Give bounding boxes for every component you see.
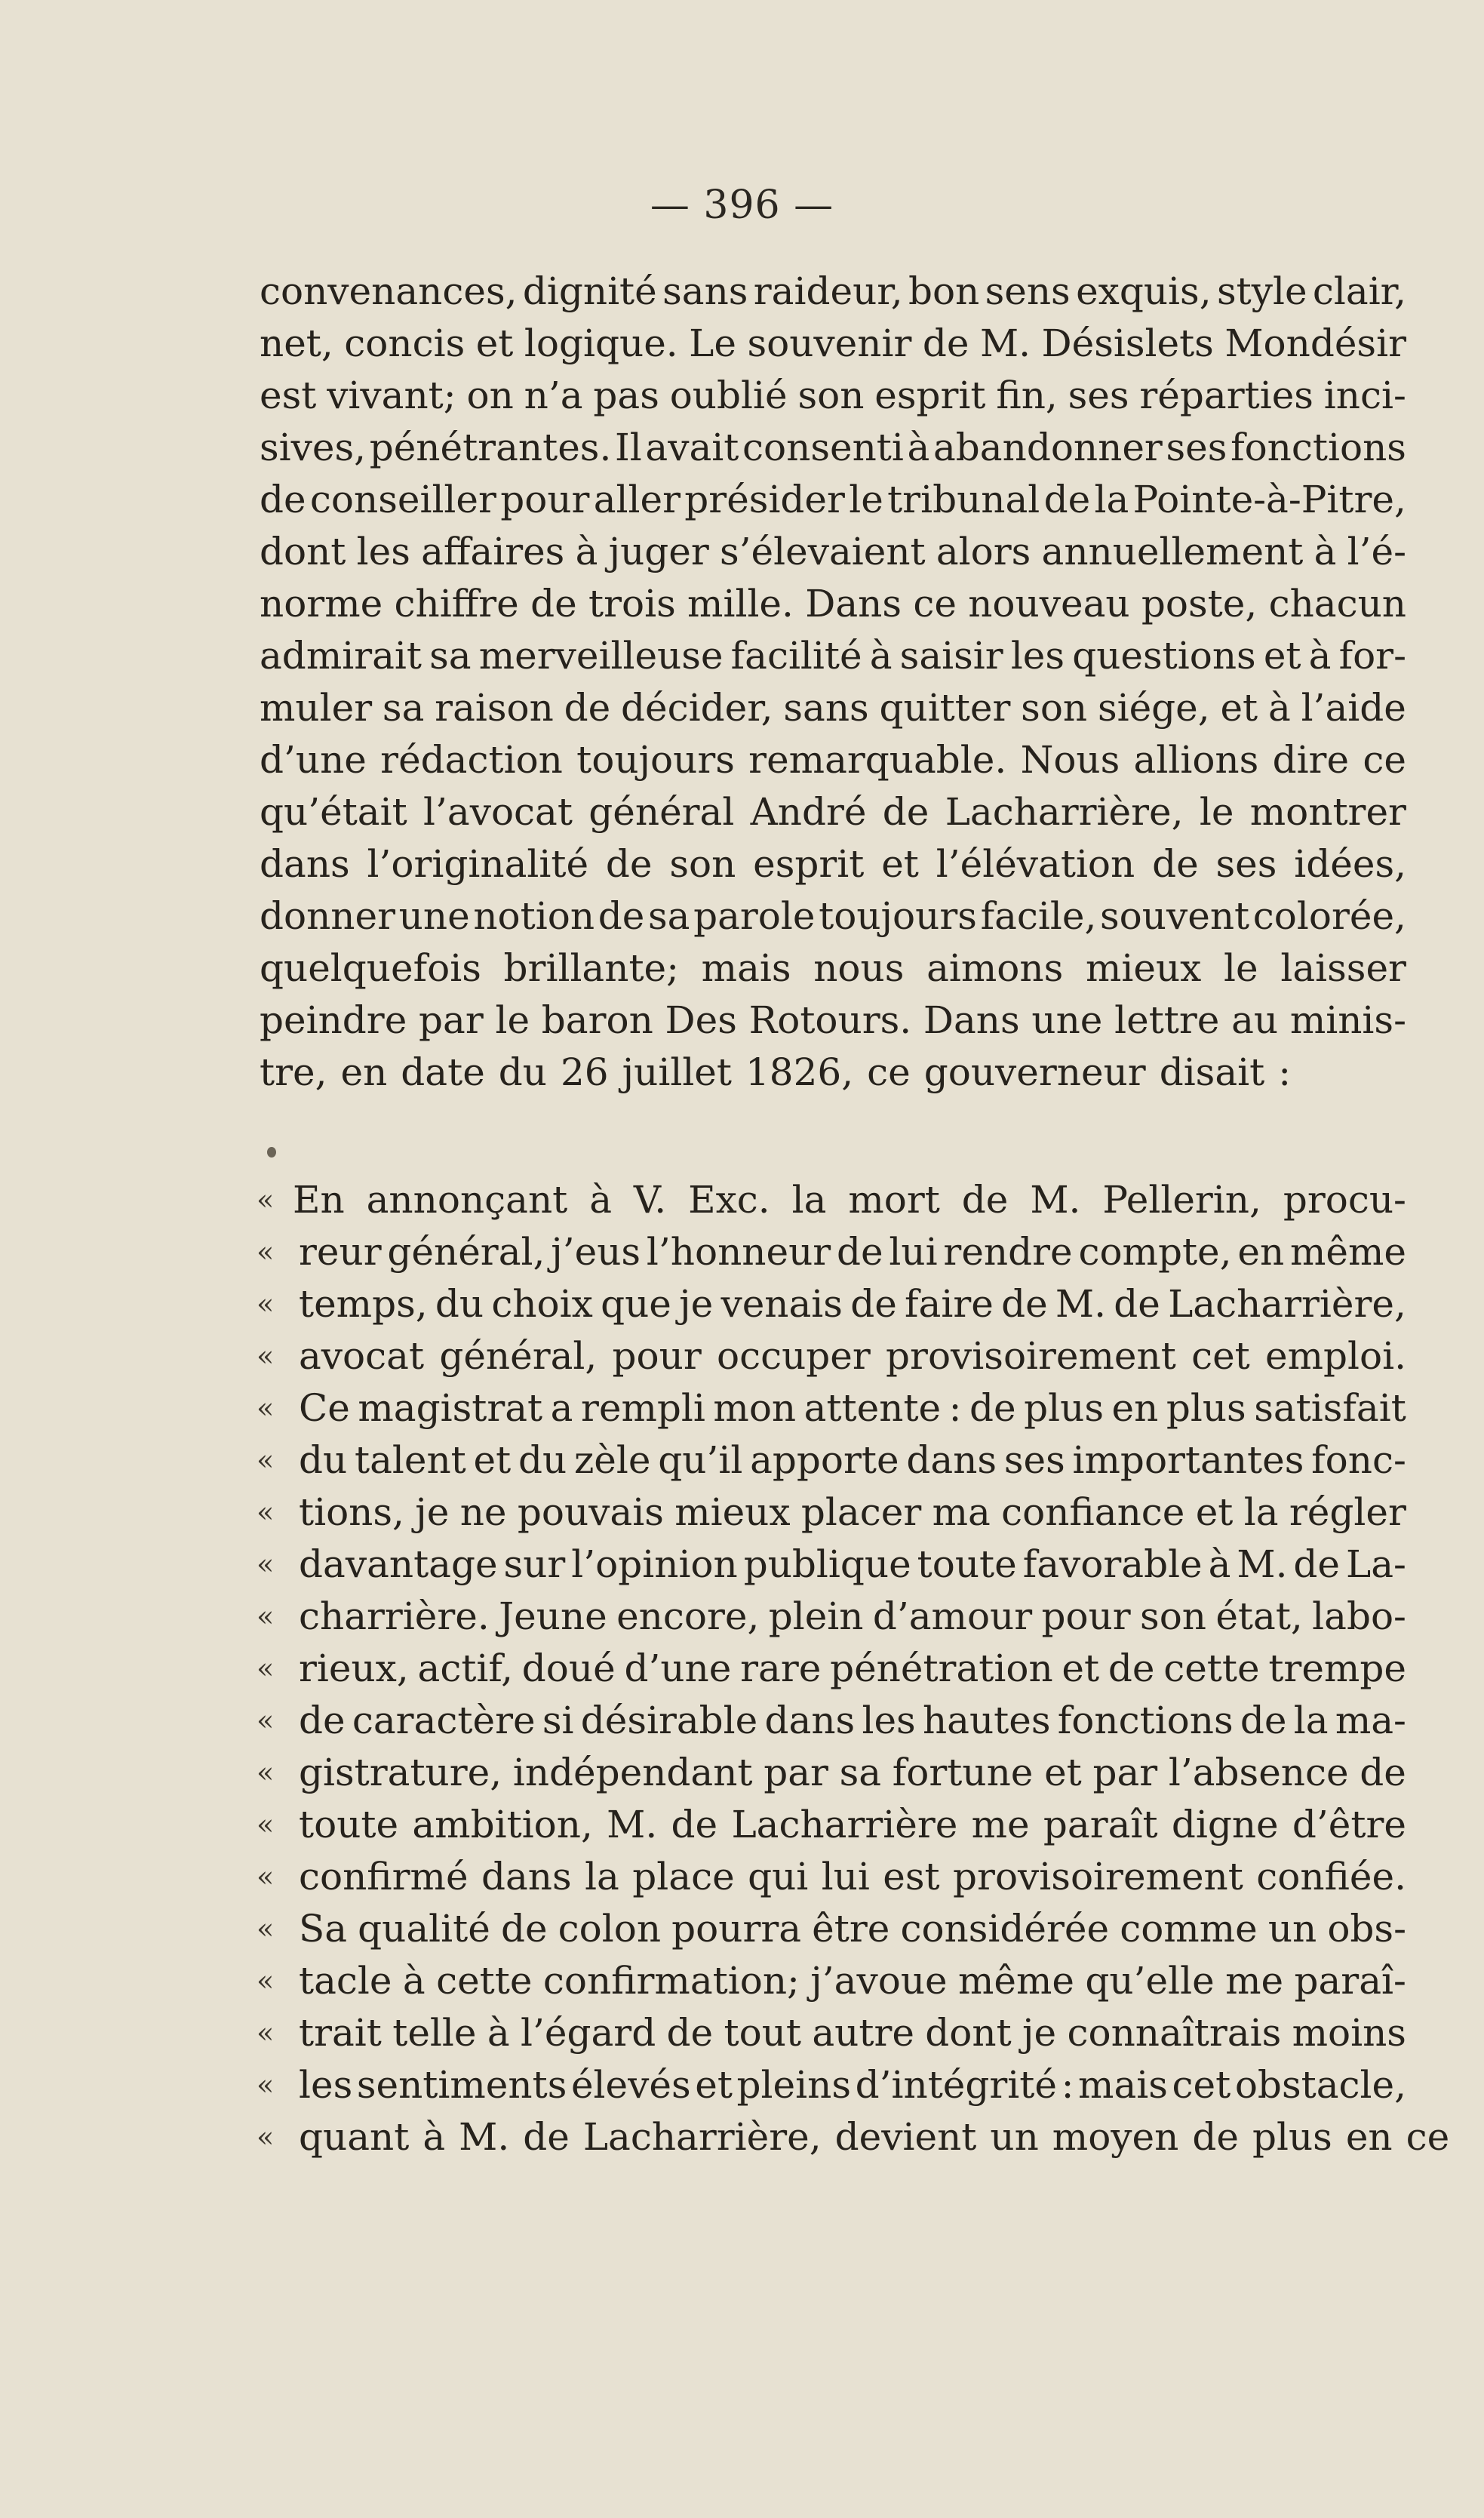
quote-line (257, 1278, 1406, 1330)
quote-line (257, 1330, 1406, 1382)
quote-line (257, 2111, 1450, 2163)
quote-line (257, 1174, 1406, 1226)
quote-line (257, 1643, 1406, 1695)
paragraph-line: norme chiffre de trois mille. Dans ce nouveau poste, chacun (260, 582, 1406, 626)
quote-line-text: tions, je ne pouvais mieux placer ma confiance et la régler (299, 1490, 1406, 1534)
paragraph-line: muler sa raison de décider, sans quitter son siége, et à l’aide (260, 686, 1406, 730)
quote-line (257, 1434, 1406, 1487)
quote-line (257, 2059, 1406, 2111)
quote-line-text: rieux, actif, doué d’une rare pénétration et de cette trempe (299, 1646, 1406, 1690)
quote-mark: « (257, 2016, 275, 2049)
quote-mark: « (257, 1235, 275, 1268)
paragraph-line: de conseiller pour aller présider le tribunal de la Pointe-à-Pitre, (260, 478, 1406, 521)
paragraph-line: donner une notion de sa parole toujours facile, souvent colorée, (260, 894, 1406, 938)
quote-line-text: davantage sur l’opinion publique toute favorable à M. de La- (299, 1542, 1406, 1586)
quote-mark: « (257, 1496, 275, 1529)
quote-mark: « (257, 1548, 275, 1581)
quote-mark: « (257, 1652, 275, 1685)
quote-mark: « (257, 1600, 275, 1633)
quote-line (257, 1955, 1406, 2007)
quote-line (257, 1903, 1406, 1955)
quote-mark: « (257, 1756, 275, 1789)
quote-line-text: confirmé dans la place qui lui est provisoirement confiée. (299, 1855, 1406, 1898)
quote-line-text: les sentiments élevés et pleins d’intégrité : mais cet obstacle, (299, 2063, 1406, 2107)
quote-mark: « (257, 1808, 275, 1841)
paragraph-line: admirait sa merveilleuse facilité à saisir les questions et à for- (260, 634, 1406, 678)
quote-line-text: temps, du choix que je venais de faire de M. de Lacharrière, (299, 1282, 1406, 1326)
ink-speck (267, 1147, 276, 1158)
quote-mark: « (257, 1443, 275, 1477)
paragraph-line: d’une rédaction toujours remarquable. Nous allions dire ce (260, 738, 1406, 782)
paragraph-line: qu’était l’avocat général André de Lacharrière, le montrer (260, 790, 1406, 834)
quote-mark: « (257, 2120, 275, 2154)
quote-line-text: avocat général, pour occuper provisoirement cet emploi. (299, 1334, 1406, 1378)
quote-line (257, 1226, 1406, 1278)
quote-line (257, 1747, 1406, 1799)
quote-line (257, 1382, 1406, 1434)
quote-mark: « (257, 1183, 275, 1216)
quote-line-text: tacle à cette confirmation; j’avoue même qu’elle me paraî- (299, 1959, 1406, 2003)
paragraph-line: quelquefois brillante; mais nous aimons mieux le laisser (260, 946, 1406, 990)
main-paragraph (260, 266, 1406, 1099)
quoted-letter (257, 1174, 1450, 2163)
quote-line (257, 1851, 1406, 1903)
quote-line (257, 1539, 1406, 1591)
paragraph-line: dans l’originalité de son esprit et l’élévation de ses idées, (260, 842, 1406, 886)
paragraph-line: convenances, dignité sans raideur, bon sens exquis, style clair, (260, 269, 1406, 313)
quote-line (257, 1799, 1406, 1851)
quote-mark: « (257, 1704, 275, 1737)
paragraph-line: est vivant; on n’a pas oublié son esprit fin, ses réparties inci- (260, 374, 1406, 417)
paragraph-line: tre, en date du 26 juillet 1826, ce gouverneur disait : (260, 1050, 1292, 1094)
quote-line (257, 1591, 1406, 1643)
quote-mark: « (257, 1860, 275, 1893)
quote-line-text: quant à M. de Lacharrière, devient un moyen de plus en ce (299, 2115, 1450, 2159)
quote-line (257, 2007, 1406, 2059)
quote-mark: « (257, 1391, 275, 1425)
page-number: — 396 — (650, 183, 834, 228)
paragraph-line: dont les affaires à juger s’élevaient alors annuellement à l’é- (260, 530, 1406, 573)
paragraph-line: sives, pénétrantes. Il avait consenti à abandonner ses fonctions (260, 426, 1406, 469)
quote-mark: « (257, 1287, 275, 1320)
paragraph-line: peindre par le baron Des Rotours. Dans une lettre au minis- (260, 998, 1406, 1042)
quote-line (257, 1487, 1406, 1539)
quote-line-text: de caractère si désirable dans les hautes fonctions de la ma- (299, 1699, 1406, 1742)
quote-line-text: Sa qualité de colon pourra être considérée comme un obs- (299, 1907, 1406, 1951)
quote-line-text: du talent et du zèle qu’il apporte dans ses importantes fonc- (299, 1438, 1406, 1482)
paragraph-line: net, concis et logique. Le souvenir de M. Désislets Mondésir (260, 321, 1406, 365)
quote-line-text: Ce magistrat a rempli mon attente : de plus en plus satisfait (299, 1386, 1406, 1430)
quote-line (257, 1695, 1406, 1747)
quote-mark: « (257, 1964, 275, 1997)
quote-mark: « (257, 1912, 275, 1945)
quote-line-text: En annonçant à V. Exc. la mort de M. Pellerin, procu- (293, 1178, 1406, 1222)
quote-line-text: toute ambition, M. de Lacharrière me paraît digne d’être (299, 1803, 1406, 1846)
quote-mark: « (257, 2068, 275, 2101)
quote-line-text: gistrature, indépendant par sa fortune et par l’absence de (299, 1751, 1406, 1794)
quote-mark: « (257, 1339, 275, 1373)
quote-line-text: reur général, j’eus l’honneur de lui rendre compte, en même (299, 1230, 1406, 1274)
quote-line-text: trait telle à l’égard de tout autre dont je connaîtrais moins (299, 2011, 1406, 2055)
quote-line-text: charrière. Jeune encore, plein d’amour pour son état, labo- (299, 1594, 1406, 1638)
